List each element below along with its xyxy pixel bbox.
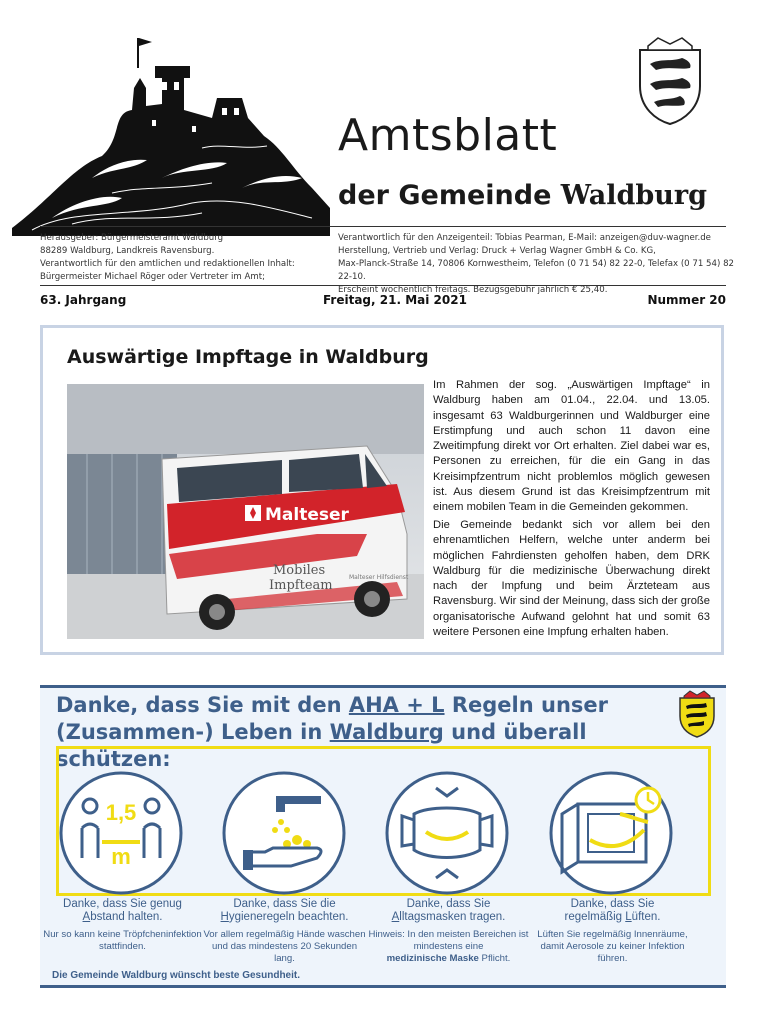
rule-caption-abstand [40, 898, 205, 953]
rule-letter: H [220, 911, 229, 923]
window-ventilation-icon [548, 770, 674, 896]
publisher-line: Verantwortlich für den amtlichen und redaktionellen Inhalt: [40, 259, 295, 269]
rule-description: Vor allem regelmäßig Hände waschen und das mindestens 20 Sekunden lang. [203, 929, 366, 964]
rule-title-text: ygieneregeln beachten. [228, 911, 349, 923]
rule-title-text: bstand halten. [90, 911, 163, 923]
van-unit-line1: Mobiles [273, 563, 326, 578]
publisher-info-right [338, 232, 738, 297]
distance-icon [58, 770, 184, 896]
article-title: Auswärtige Impftage in Waldburg [67, 346, 429, 368]
rule-caption-lueften [530, 898, 695, 965]
rule-title-text: Danke, dass Sie [570, 898, 655, 910]
article-paragraph: Die Gemeinde bedankt sich vor allem bei den ehrenamtlichen Helfern, welche unter anderm bei möglichen Fahrdiensten geholfen haben, dem DRK Waldburg für die medizinische Überwachung direkt nach der Impfung und beim Ärzteteam aus Ravensburg. Wir sind der Meinung, dass sich der große organisatorische Aufwand gelohnt hat und somit 63 weitere Personen eine Impfung erhalten haben. [433, 519, 710, 639]
publisher-line: Verantwortlich für den Anzeigenteil: Tobias Pearman, E-Mail: anzeigen@duv-wagner.de [338, 233, 711, 243]
rule-caption-masken [366, 898, 531, 965]
rule-title-text: Danke, dass Sie genug [63, 898, 182, 910]
publisher-line: Max-Planck-Straße 14, 70806 Kornwestheim, Telefon (0 71 54) 82 22-0, Telefax (0 71 54) 82 22-10. [338, 259, 735, 282]
rule-letter: L [625, 911, 632, 923]
rule-description-text: Pflicht. [478, 953, 511, 964]
divider [40, 226, 726, 227]
rule-title [530, 898, 695, 924]
van-side-text: Malteser Hilfsdienst [349, 574, 409, 581]
rule-letter: A [391, 911, 400, 923]
aha-heading-emphasis: Waldburg [329, 720, 444, 744]
publisher-info-left [40, 232, 330, 284]
aha-heading-emphasis: AHA + L [348, 693, 445, 717]
coat-of-arms-icon [628, 36, 712, 126]
distance-unit: m [111, 844, 131, 869]
rule-description-text: Hinweis: In den meisten Bereichen ist mindestens eine [368, 929, 529, 952]
article-box [40, 325, 724, 655]
van-brand-text: Malteser [265, 505, 349, 525]
rule-title-text: lltagsmasken tragen. [399, 911, 506, 923]
aha-heading-text: Danke, dass Sie mit den [56, 693, 349, 717]
rule-title [40, 898, 205, 924]
rule-description: Nur so kann keine Tröpfcheninfektion stattfinden. [43, 929, 202, 952]
publisher-line: Bürgermeister Michael Röger oder Vertreter im Amt; [40, 272, 266, 282]
van-unit-line2: Impfteam [269, 578, 333, 593]
aha-heading-text: (Zusammen-) Leben in [56, 720, 330, 744]
rule-title-text: üften. [631, 911, 661, 923]
rule-description-emphasis: medizinische Maske [386, 953, 479, 964]
rule-title-text: Danke, dass Sie die [233, 898, 336, 910]
vaccination-van-photo [67, 384, 424, 639]
coat-of-arms-icon [676, 690, 718, 738]
newspaper-subtitle [338, 180, 707, 211]
publisher-line: Erscheint wöchentlich freitags. Bezugsgebühr jährlich € 25,40. [338, 285, 608, 295]
rule-letter: A [82, 911, 91, 923]
aha-rules-banner [40, 685, 726, 988]
subtitle-prefix: der Gemeinde [338, 180, 561, 211]
rule-title-text: regelmäßig [564, 911, 626, 923]
publisher-line: 88289 Waldburg, Landkreis Ravensburg. [40, 246, 215, 256]
aha-footer: Die Gemeinde Waldburg wünscht beste Gesundheit. [52, 970, 300, 981]
publisher-line: Herstellung, Vertrieb und Verlag: Druck + Verlag Wagner GmbH & Co. KG, [338, 246, 656, 256]
rule-title [202, 898, 367, 924]
issue-number: Nummer 20 [647, 293, 726, 307]
article-paragraph: Im Rahmen der sog. „Auswärtigen Impftage“ in Waldburg haben am 01.04., 22.04. und 13.05. insgesamt 63 Waldburgerinnen und Waldburger eine Erstimpfung und auch schon 11 davon eine Zweitimpfung direkt vor Ort erhalten. Ziel dabei war es, Personen zu erreichen, für die ein Gang in das Kreisimpfzentrum nicht problemlos möglich gewesen ist. Aus diesem Grund ist das Kreisimpfzentrum mit einem mobilen Team in die Gemeinden gekommen. [433, 379, 710, 514]
newspaper-title: Amtsblatt [338, 110, 558, 161]
rule-title-text: Danke, dass Sie [406, 898, 491, 910]
subtitle-town: Waldburg [560, 180, 708, 211]
face-mask-icon [384, 770, 510, 896]
rule-caption-hygiene [202, 898, 367, 965]
divider [40, 285, 726, 286]
hand-washing-icon [221, 770, 347, 896]
aha-heading-text: Regeln unser [444, 693, 608, 717]
rule-title [366, 898, 531, 924]
aha-heading-text: und überall schützen: [56, 720, 587, 771]
issue-date: Freitag, 21. Mai 2021 [323, 293, 467, 307]
castle-illustration [12, 18, 330, 236]
rule-description: Lüften Sie regelmäßig Innenräume, damit Aerosole zu keiner Infektion führen. [537, 929, 688, 964]
volume-label: 63. Jahrgang [40, 293, 127, 307]
rule-description [366, 929, 531, 965]
publisher-line: Herausgeber: Bürgermeisteramt Waldburg [40, 233, 224, 243]
distance-value: 1,5 [105, 800, 137, 825]
